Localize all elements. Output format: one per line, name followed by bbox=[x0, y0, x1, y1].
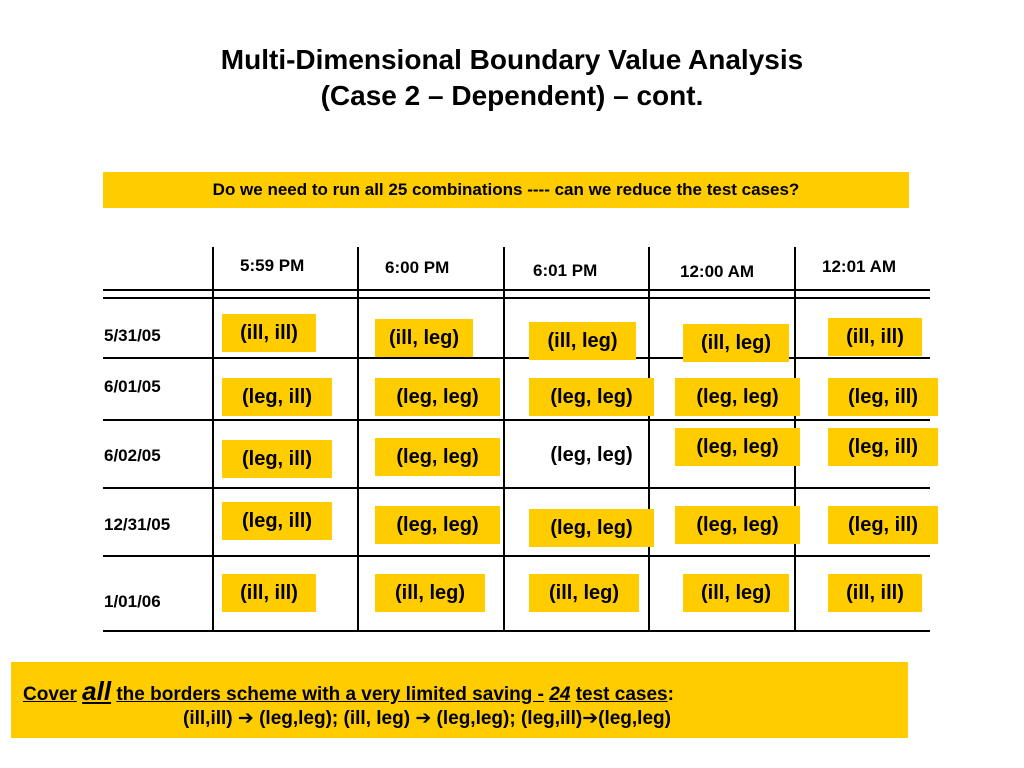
question-callout: Do we need to run all 25 combinations ---- can we reduce the test cases? bbox=[103, 172, 909, 208]
column-header: 6:01 PM bbox=[533, 261, 598, 280]
table-cell: (leg, leg) bbox=[550, 443, 633, 466]
grid-vertical-line bbox=[503, 247, 505, 632]
table-cell: (leg, ill) bbox=[828, 506, 938, 544]
conclusion-test-cases: test cases bbox=[575, 684, 668, 705]
column-header: 12:00 AM bbox=[680, 262, 755, 281]
conclusion-colon: : bbox=[667, 684, 674, 705]
arrow-right-icon: ➔ bbox=[582, 708, 599, 729]
mapping-text: (leg,leg); (ill, leg) bbox=[259, 708, 411, 729]
grid-horizontal-line bbox=[103, 555, 930, 557]
conclusion-line-1 bbox=[23, 676, 674, 707]
grid-horizontal-line bbox=[103, 487, 930, 489]
column-header: 12:01 AM bbox=[822, 257, 897, 276]
table-cell: (leg, leg) bbox=[675, 378, 800, 416]
column-header: 6:00 PM bbox=[385, 258, 450, 277]
table-cell: (ill, ill) bbox=[222, 314, 316, 352]
table-cell: (ill, ill) bbox=[828, 574, 922, 612]
table-cell: (ill, leg) bbox=[529, 574, 639, 612]
row-header: 1/01/06 bbox=[104, 592, 161, 611]
grid-horizontal-line bbox=[103, 630, 930, 632]
slide-title-line-2: (Case 2 – Dependent) – cont. bbox=[320, 80, 704, 111]
table-cell: (leg, leg) bbox=[675, 428, 800, 466]
table-cell: (leg, ill) bbox=[828, 378, 938, 416]
conclusion-line-2 bbox=[183, 707, 671, 730]
table-cell: (ill, ill) bbox=[222, 574, 316, 612]
slide-title bbox=[0, 42, 1024, 114]
conclusion-callout bbox=[11, 662, 908, 738]
table-cell: (ill, ill) bbox=[828, 318, 922, 356]
mapping-text: (ill,ill) bbox=[183, 708, 233, 729]
table-cell: (leg, leg) bbox=[375, 378, 500, 416]
row-header: 12/31/05 bbox=[104, 515, 171, 534]
grid-header-line bbox=[103, 289, 930, 291]
conclusion-number: 24 bbox=[549, 684, 571, 705]
table-cell: (leg, ill) bbox=[222, 378, 332, 416]
grid-vertical-line bbox=[357, 247, 359, 632]
grid-horizontal-line bbox=[103, 357, 930, 359]
conclusion-cover-word: Cover bbox=[23, 684, 77, 705]
table-cell: (ill, leg) bbox=[683, 574, 789, 612]
table-cell: (leg, ill) bbox=[222, 440, 332, 478]
mapping-text: (leg,leg) bbox=[598, 708, 671, 729]
table-cell: (ill, leg) bbox=[683, 324, 789, 362]
conclusion-text: the borders scheme with a very limited saving - bbox=[116, 684, 544, 705]
mapping-text: (leg,leg); (leg,ill) bbox=[436, 708, 583, 729]
arrow-right-icon: ➔ bbox=[237, 708, 254, 729]
row-header: 6/02/05 bbox=[104, 446, 161, 465]
table-cell: (leg, ill) bbox=[828, 428, 938, 466]
table-cell: (ill, leg) bbox=[375, 574, 485, 612]
table-cell: (leg, leg) bbox=[675, 506, 800, 544]
table-cell: (leg, leg) bbox=[375, 506, 500, 544]
row-header: 5/31/05 bbox=[104, 326, 161, 345]
row-header: 6/01/05 bbox=[104, 377, 161, 396]
table-cell: (leg, ill) bbox=[222, 502, 332, 540]
grid-horizontal-line bbox=[103, 419, 930, 421]
grid-vertical-line bbox=[212, 247, 214, 632]
grid-header-line bbox=[103, 297, 930, 299]
column-header: 5:59 PM bbox=[240, 256, 305, 275]
table-cell: (leg, leg) bbox=[529, 378, 654, 416]
slide-title-line-1: Multi-Dimensional Boundary Value Analysis bbox=[220, 44, 804, 75]
table-cell: (leg, leg) bbox=[375, 438, 500, 476]
table-cell: (ill, leg) bbox=[375, 319, 473, 357]
arrow-right-icon: ➔ bbox=[415, 708, 432, 729]
conclusion-all-word: all bbox=[82, 676, 112, 706]
table-cell: (ill, leg) bbox=[529, 322, 636, 360]
table-cell: (leg, leg) bbox=[529, 509, 654, 547]
